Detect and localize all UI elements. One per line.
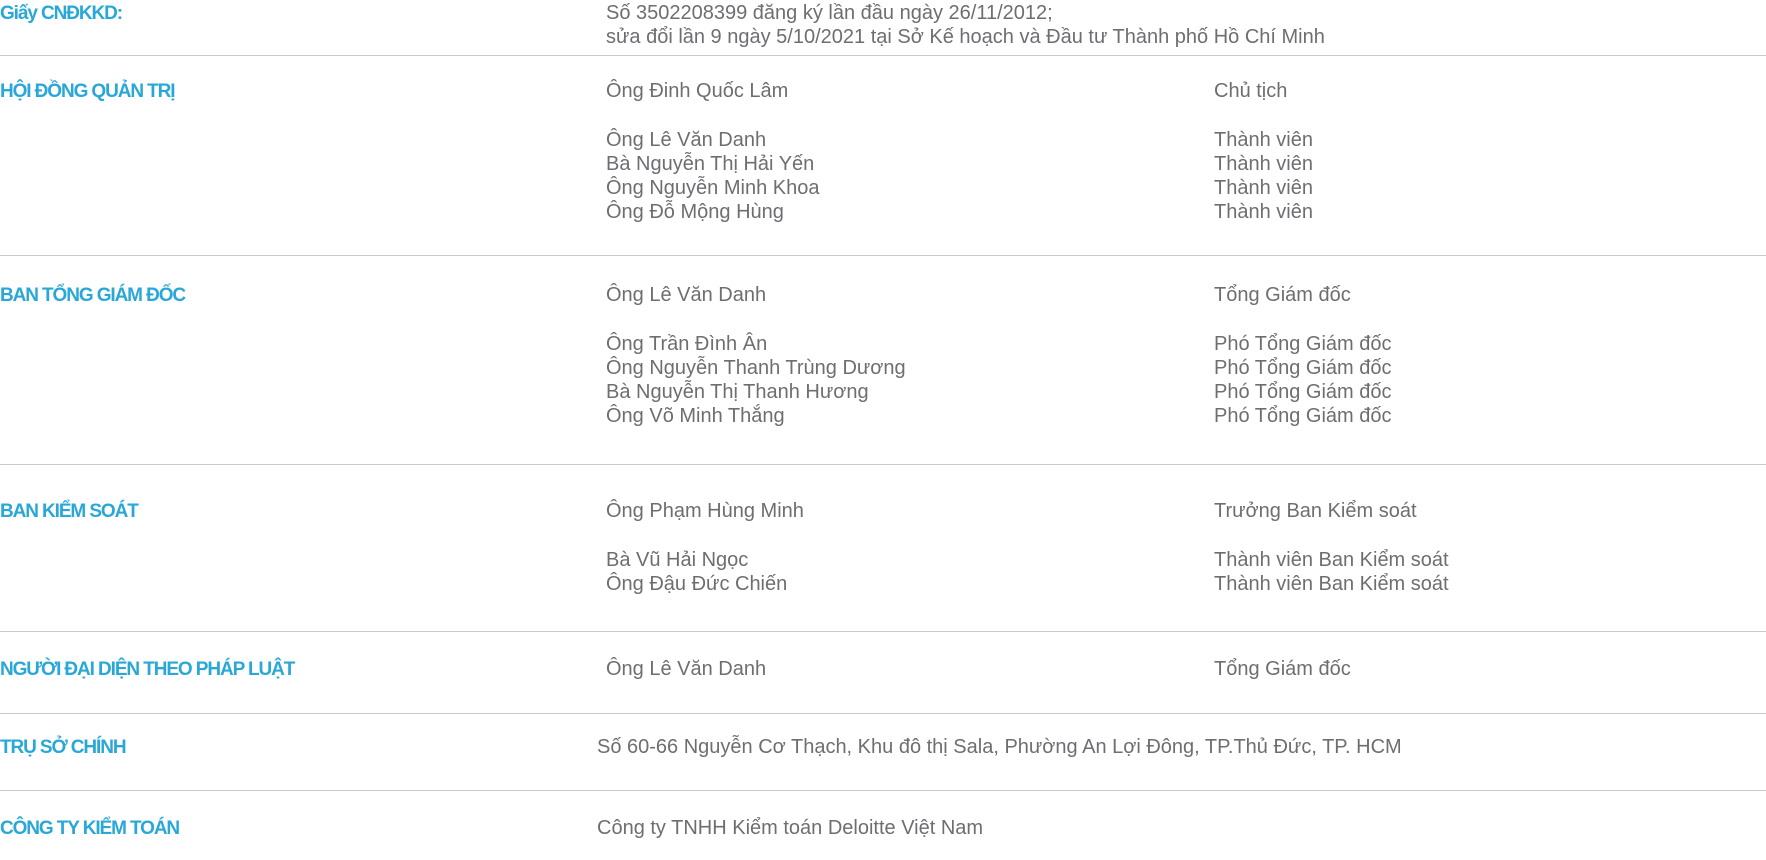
management-member-name: Ông Võ Minh Thắng bbox=[606, 405, 785, 427]
board-member-role: Thành viên bbox=[1214, 153, 1313, 175]
board-member-role: Thành viên bbox=[1214, 129, 1313, 151]
board-label: HỘI ĐỒNG QUẢN TRỊ bbox=[0, 81, 175, 102]
management-member-name: Ông Lê Văn Danh bbox=[606, 284, 767, 306]
supervisory-label: BAN KIỂM SOÁT bbox=[0, 501, 138, 522]
management-member-role: Phó Tổng Giám đốc bbox=[1214, 357, 1392, 379]
supervisory-member-role: Thành viên Ban Kiểm soát bbox=[1214, 549, 1449, 571]
divider bbox=[0, 55, 1766, 56]
supervisory-member-role: Trưởng Ban Kiểm soát bbox=[1214, 500, 1417, 522]
management-member-name: Ông Nguyễn Thanh Trùng Dương bbox=[606, 357, 906, 379]
management-member-role: Phó Tổng Giám đốc bbox=[1214, 405, 1392, 427]
registration-line-2: sửa đổi lần 9 ngày 5/10/2021 tại Sở Kế hoạch và Đầu tư Thành phố Hồ Chí Minh bbox=[606, 26, 1325, 48]
supervisory-member-role: Thành viên Ban Kiểm soát bbox=[1214, 573, 1449, 595]
divider bbox=[0, 464, 1766, 465]
head-office-address: Số 60-66 Nguyễn Cơ Thạch, Khu đô thị Sala, Phường An Lợi Đông, TP.Thủ Đức, TP. HCM bbox=[597, 736, 1402, 758]
board-member-role: Chủ tịch bbox=[1214, 80, 1288, 102]
board-member-name: Ông Đỗ Mộng Hùng bbox=[606, 201, 784, 223]
management-member-name: Bà Nguyễn Thị Thanh Hương bbox=[606, 381, 869, 403]
management-member-role: Phó Tổng Giám đốc bbox=[1214, 333, 1392, 355]
auditor-name: Công ty TNHH Kiểm toán Deloitte Việt Nam bbox=[597, 817, 984, 839]
management-label: BAN TỔNG GIÁM ĐỐC bbox=[0, 285, 186, 306]
management-member-role: Phó Tổng Giám đốc bbox=[1214, 381, 1392, 403]
auditor-label: CÔNG TY KIỂM TOÁN bbox=[0, 818, 180, 839]
divider bbox=[0, 255, 1766, 256]
board-member-name: Ông Nguyễn Minh Khoa bbox=[606, 177, 820, 199]
board-member-name: Ông Lê Văn Danh bbox=[606, 129, 767, 151]
registration-line-1: Số 3502208399 đăng ký lần đầu ngày 26/11/2012; bbox=[606, 2, 1053, 24]
board-member-role: Thành viên bbox=[1214, 177, 1313, 199]
board-member-name: Ông Đinh Quốc Lâm bbox=[606, 80, 789, 102]
board-member-name: Bà Nguyễn Thị Hải Yến bbox=[606, 153, 815, 175]
board-member-role: Thành viên bbox=[1214, 201, 1313, 223]
divider bbox=[0, 790, 1766, 791]
head-office-label: TRỤ SỞ CHÍNH bbox=[0, 737, 126, 758]
divider bbox=[0, 713, 1766, 714]
supervisory-member-name: Ông Phạm Hùng Minh bbox=[606, 500, 804, 522]
registration-label: Giấy CNĐKKD: bbox=[0, 3, 122, 24]
supervisory-member-name: Ông Đậu Đức Chiến bbox=[606, 573, 788, 595]
management-member-role: Tổng Giám đốc bbox=[1214, 284, 1351, 306]
management-member-name: Ông Trần Đình Ân bbox=[606, 333, 768, 355]
supervisory-member-name: Bà Vũ Hải Ngọc bbox=[606, 549, 749, 571]
legal-rep-label: NGƯỜI ĐẠI DIỆN THEO PHÁP LUẬT bbox=[0, 659, 295, 680]
legal-rep-role: Tổng Giám đốc bbox=[1214, 658, 1351, 680]
legal-rep-name: Ông Lê Văn Danh bbox=[606, 658, 767, 680]
divider bbox=[0, 631, 1766, 632]
